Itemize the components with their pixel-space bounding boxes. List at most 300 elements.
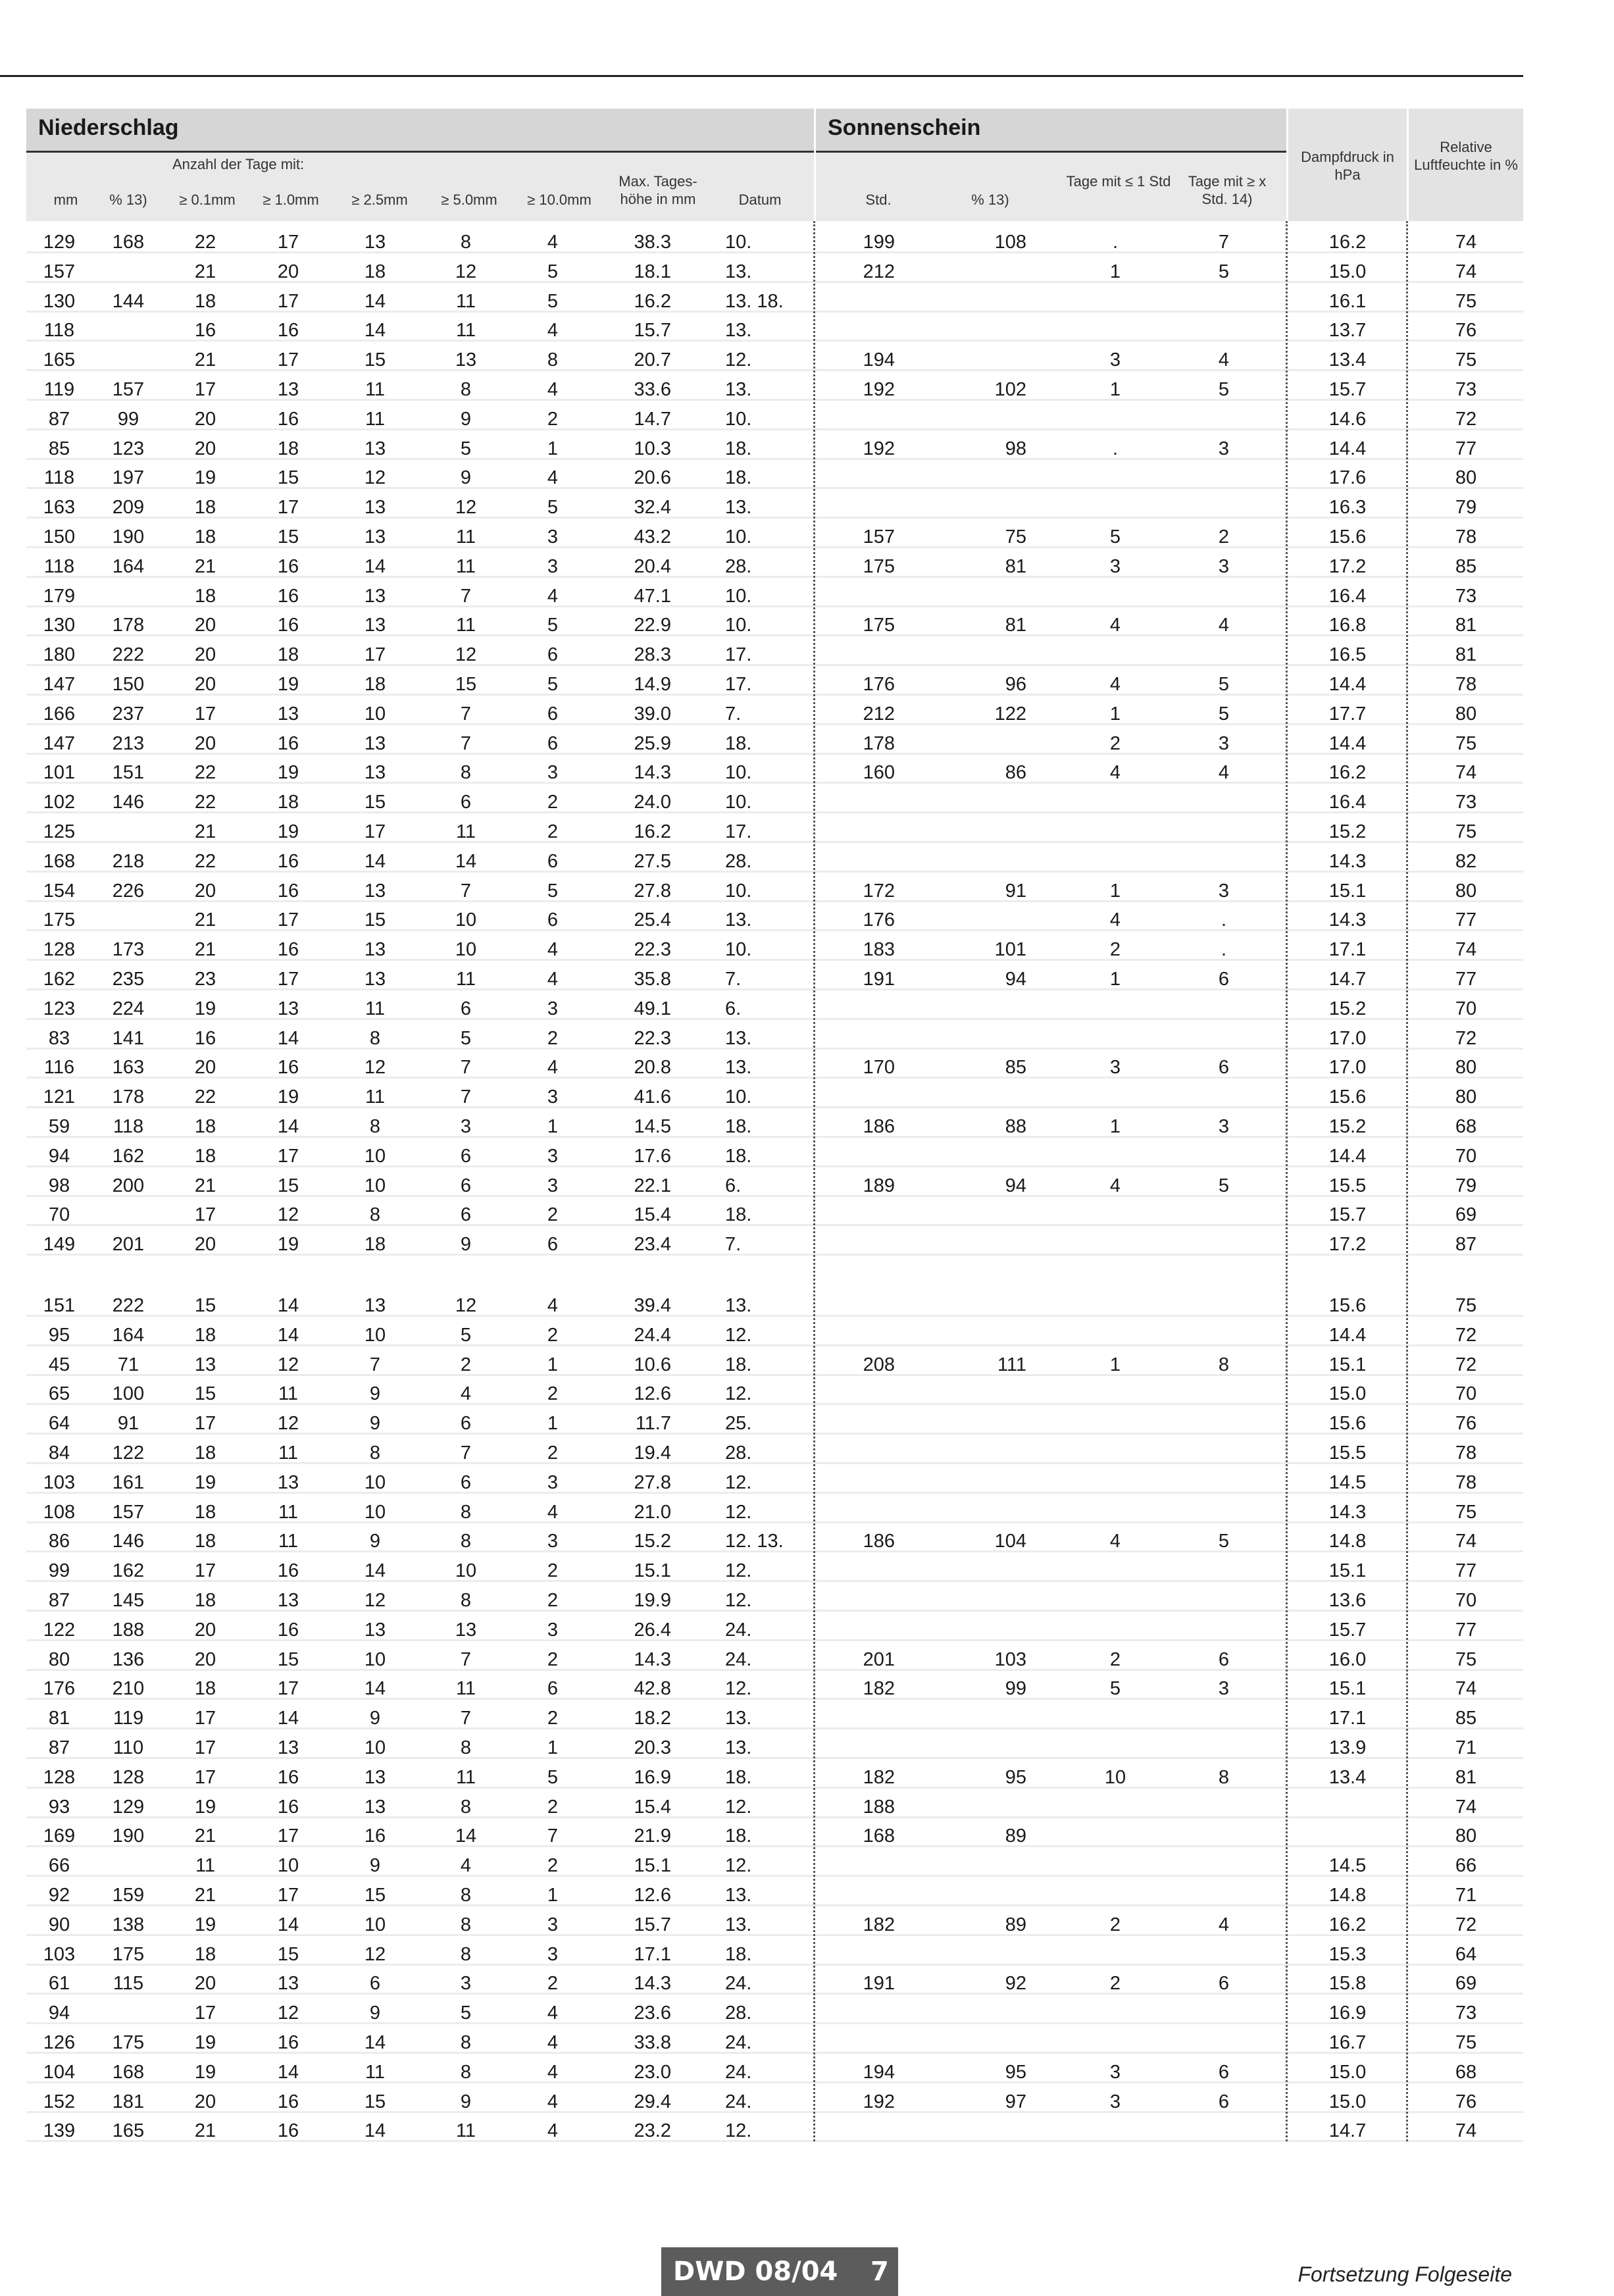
table-cell: 21: [194, 261, 216, 282]
table-cell: 68: [1455, 1116, 1477, 1137]
table-cell: 14.5: [1328, 1471, 1367, 1493]
table-cell: 24.0: [634, 792, 671, 813]
table-cell: .: [1112, 438, 1119, 459]
table-cell: 95: [1005, 2061, 1026, 2083]
table-cell: [1191, 1940, 1257, 1969]
table-cell: 181: [112, 2091, 145, 2112]
table-cell: 13: [364, 232, 386, 253]
table-cell: 16.2: [1328, 762, 1367, 784]
table-cell: 89: [1005, 1825, 1026, 1847]
table-cell: 3: [1218, 1116, 1230, 1137]
table-cell: 19: [277, 1234, 299, 1256]
column-header: Max. Tages- höhe in mm: [618, 173, 697, 207]
table-cell: 74: [1455, 261, 1477, 282]
table-cell: 10.: [725, 762, 752, 784]
table-cell: 2: [547, 1648, 559, 1670]
table-cell: 17: [194, 1708, 216, 1729]
table-cell: 159: [112, 1885, 145, 1906]
table-cell: 85: [48, 438, 70, 459]
table-cell: 19: [194, 1471, 216, 1493]
table-cell: 3: [547, 1145, 559, 1167]
table-cell: 15.0: [1328, 261, 1367, 282]
table-cell: 4: [547, 969, 559, 990]
table-cell: 118: [43, 467, 75, 489]
table-cell: 19.4: [634, 1442, 671, 1464]
table-cell: 5: [547, 1766, 559, 1788]
column-header: % 13): [109, 191, 147, 208]
table-cell: 15.1: [1328, 1678, 1367, 1700]
table-cell: 15.4: [634, 1796, 671, 1818]
table-cell: [92, 817, 164, 846]
table-cell: 17: [277, 1678, 299, 1700]
table-cell: 19: [194, 1914, 216, 1935]
table-cell: 3: [460, 1973, 472, 1995]
table-cell: 6: [547, 703, 559, 725]
table-cell: 108: [43, 1501, 76, 1523]
table-cell: 92: [48, 1885, 70, 1906]
table-cell: 201: [112, 1234, 145, 1256]
table-cell: 157: [863, 526, 895, 548]
table-cell: 20.3: [634, 1737, 671, 1758]
table-cell: 21: [194, 555, 216, 577]
table-cell: 25.4: [634, 909, 671, 931]
table-cell: 19: [277, 1086, 299, 1108]
table-cell: 18.2: [634, 1708, 671, 1729]
table-cell: 23.4: [634, 1234, 671, 1256]
table-cell: 2: [547, 1560, 559, 1582]
niederschlag-band: [26, 109, 814, 151]
table-cell: 96: [1005, 674, 1026, 695]
table-cell: 6: [460, 998, 472, 1019]
table-cell: 165: [43, 349, 76, 371]
table-cell: 5: [547, 674, 559, 695]
table-cell: 20: [194, 615, 216, 636]
table-cell: [849, 1999, 895, 2028]
table-cell: [92, 582, 164, 611]
table-cell: 18.: [725, 1766, 752, 1788]
table-cell: [967, 1321, 1026, 1350]
page-number: 7: [870, 2257, 889, 2287]
table-cell: 6: [547, 1234, 559, 1256]
table-cell: 6: [1218, 2091, 1230, 2112]
table-cell: [967, 906, 1026, 934]
table-cell: 168: [43, 850, 76, 872]
table-cell: 103: [43, 1471, 76, 1493]
table-cell: 1: [1109, 1116, 1121, 1137]
table-cell: 15.7: [1328, 1204, 1367, 1226]
table-cell: [967, 287, 1026, 316]
table-cell: 92: [1005, 1973, 1026, 1995]
table-cell: [1291, 1822, 1404, 1850]
table-cell: 15: [194, 1295, 216, 1316]
table-cell: 16.7: [1328, 2032, 1367, 2053]
table-cell: 75: [1005, 526, 1026, 548]
table-cell: 10: [277, 1855, 299, 1877]
table-cell: 173: [112, 939, 145, 961]
table-cell: 13: [277, 998, 299, 1019]
table-cell: 16: [277, 1057, 299, 1079]
table-cell: [1079, 640, 1151, 669]
table-cell: 5: [547, 290, 559, 312]
table-cell: 179: [43, 585, 76, 607]
table-cell: 15.1: [634, 1855, 671, 1877]
table-cell: [1079, 1291, 1151, 1320]
table-cell: [849, 1468, 895, 1497]
table-cell: [849, 405, 895, 434]
table-cell: 13: [277, 1737, 299, 1758]
table-cell: 4: [1109, 674, 1121, 695]
table-cell: 75: [1455, 732, 1477, 754]
table-cell: 209: [112, 497, 145, 519]
table-cell: 32.4: [634, 497, 671, 519]
table-cell: 10: [364, 1175, 386, 1196]
table-cell: 2: [460, 1354, 472, 1375]
table-cell: 20: [194, 674, 216, 695]
table-cell: 3: [1109, 2061, 1121, 2083]
table-cell: 5: [460, 1027, 472, 1049]
table-cell: 24.: [725, 2091, 752, 2112]
table-cell: 18.: [725, 1943, 752, 1965]
table-cell: [967, 2028, 1026, 2057]
table-cell: 151: [112, 762, 145, 784]
table-cell: 2: [547, 1324, 559, 1346]
table-cell: 2: [1109, 1914, 1121, 1935]
table-cell: 17.0: [1328, 1027, 1367, 1049]
table-cell: 6: [460, 1204, 472, 1226]
table-cell: [1079, 1200, 1151, 1229]
table-cell: 10: [1104, 1766, 1126, 1788]
table-cell: 22.3: [634, 1027, 671, 1049]
table-cell: 74: [1455, 762, 1477, 784]
table-cell: 8: [460, 379, 472, 400]
table-cell: [1079, 847, 1151, 876]
table-cell: 38.3: [634, 232, 671, 253]
table-cell: 18: [194, 1442, 216, 1464]
table-cell: 93: [48, 1796, 70, 1818]
table-cell: 18: [194, 585, 216, 607]
table-cell: 12: [364, 1590, 386, 1611]
table-cell: [1191, 1409, 1257, 1438]
table-cell: [1191, 1616, 1257, 1645]
table-cell: 39.0: [634, 703, 671, 725]
table-cell: 16: [277, 320, 299, 342]
table-cell: 17.2: [1328, 1234, 1367, 1256]
table-cell: 7: [547, 1825, 559, 1847]
table-cell: 6.: [725, 1175, 742, 1196]
table-cell: 8: [460, 2032, 472, 2053]
table-cell: 18: [364, 674, 386, 695]
table-cell: 8: [1218, 1354, 1230, 1375]
table-cell: 12.6: [634, 1885, 671, 1906]
table-cell: 5: [1218, 1531, 1230, 1552]
table-cell: 28.: [725, 850, 752, 872]
table-cell: 75: [1455, 290, 1477, 312]
table-cell: 5: [1109, 1678, 1121, 1700]
table-cell: 4: [547, 2120, 559, 2142]
table-cell: 13: [277, 1471, 299, 1493]
table-cell: 17: [194, 1766, 216, 1788]
table-cell: 11: [278, 1383, 299, 1405]
anzahl-tage-label: Anzahl der Tage mit:: [172, 156, 305, 172]
table-cell: 12: [455, 1295, 477, 1316]
table-cell: 15: [364, 792, 386, 813]
table-cell: 237: [112, 703, 145, 725]
table-cell: 74: [1455, 1796, 1477, 1818]
top-rule: [0, 75, 1523, 77]
table-cell: [1191, 817, 1257, 846]
table-cell: 11.7: [635, 1413, 671, 1435]
table-cell: 73: [1455, 2003, 1477, 2024]
table-cell: 9: [369, 2003, 381, 2024]
table-cell: 81: [1005, 555, 1026, 577]
table-cell: [967, 1468, 1026, 1497]
table-cell: 87: [48, 1590, 70, 1611]
table-cell: [849, 1379, 895, 1408]
table-cell: [849, 1704, 895, 1733]
table-cell: 15.7: [1328, 1619, 1367, 1641]
table-cell: 70: [1455, 1145, 1477, 1167]
table-cell: 3: [547, 526, 559, 548]
table-cell: 3: [1109, 2091, 1121, 2112]
table-cell: [1191, 1230, 1257, 1259]
table-cell: 15: [277, 1648, 299, 1670]
sonnenschein-line: [816, 151, 1286, 153]
table-cell: 18: [277, 792, 299, 813]
table-cell: 3: [547, 1175, 559, 1196]
table-cell: [1191, 847, 1257, 876]
table-cell: 3: [1218, 555, 1230, 577]
table-cell: 11: [455, 555, 476, 577]
table-cell: 6: [1218, 969, 1230, 990]
table-cell: 11: [278, 1442, 299, 1464]
table-cell: 1: [547, 1737, 559, 1758]
table-cell: 128: [43, 939, 76, 961]
table-cell: 4: [547, 232, 559, 253]
table-cell: 35.8: [634, 969, 671, 990]
table-cell: 17: [277, 1885, 299, 1906]
table-cell: 19: [277, 674, 299, 695]
table-cell: 8: [460, 1531, 472, 1552]
table-cell: 23.0: [634, 2061, 671, 2083]
table-cell: 200: [112, 1175, 145, 1196]
continuation-note: Fortsetzung Folgeseite: [1298, 2262, 1512, 2286]
table-cell: 1: [1109, 880, 1121, 902]
table-cell: [849, 316, 895, 345]
table-cell: [849, 2116, 895, 2145]
table-cell: 74: [1455, 1678, 1477, 1700]
table-cell: 11: [455, 2120, 476, 2142]
table-cell: 4: [1218, 349, 1230, 371]
table-cell: 94: [48, 2003, 70, 2024]
table-cell: [92, 316, 164, 345]
table-cell: 16: [277, 615, 299, 636]
table-cell: 13.: [725, 1885, 752, 1906]
table-cell: [967, 1881, 1026, 1910]
table-cell: [849, 1616, 895, 1645]
table-cell: 25.: [725, 1413, 752, 1435]
table-cell: 76: [1455, 1413, 1477, 1435]
table-cell: [92, 906, 164, 934]
table-cell: 104: [43, 2061, 76, 2083]
table-cell: 24.: [725, 2032, 752, 2053]
table-cell: 16: [194, 1027, 216, 1049]
table-cell: 18.: [725, 1825, 752, 1847]
table-cell: 186: [863, 1116, 895, 1137]
table-cell: 19: [194, 2061, 216, 2083]
table-cell: 75: [1455, 1295, 1477, 1316]
table-cell: [849, 1851, 895, 1880]
table-cell: 8: [460, 232, 472, 253]
table-cell: 11: [365, 2061, 386, 2083]
table-cell: 7: [1218, 232, 1230, 253]
table-cell: 16: [277, 1619, 299, 1641]
table-cell: [1079, 994, 1151, 1023]
table-cell: [849, 493, 895, 522]
table-cell: 8: [460, 2061, 472, 2083]
table-cell: 1: [547, 1116, 559, 1137]
table-cell: 9: [460, 1234, 472, 1256]
table-cell: 2: [547, 1796, 559, 1818]
table-cell: 27.8: [634, 880, 671, 902]
table-cell: 64: [48, 1413, 70, 1435]
table-cell: 176: [863, 674, 895, 695]
table-cell: 75: [1455, 349, 1477, 371]
table-cell: 20.8: [634, 1057, 671, 1079]
table-cell: 11: [365, 408, 386, 430]
table-cell: 190: [112, 1825, 145, 1847]
table-cell: [849, 1881, 895, 1910]
table-cell: 4: [547, 379, 559, 400]
table-cell: [1079, 1142, 1151, 1171]
table-cell: 16.1: [1328, 290, 1367, 312]
table-cell: 94: [48, 1145, 70, 1167]
table-cell: 75: [1455, 821, 1477, 842]
table-cell: 94: [1005, 969, 1026, 990]
table-cell: 14: [277, 2061, 299, 2083]
table-cell: 10.: [725, 232, 752, 253]
table-cell: 28.3: [634, 644, 671, 666]
table-cell: 80: [1455, 1825, 1477, 1847]
niederschlag-title: Niederschlag: [38, 115, 179, 140]
table-cell: 128: [112, 1766, 145, 1788]
table-cell: 18: [194, 1678, 216, 1700]
table-cell: 74: [1455, 2120, 1477, 2142]
table-cell: 4: [1109, 615, 1121, 636]
table-cell: 4: [547, 320, 559, 342]
table-cell: 17.7: [1328, 703, 1367, 725]
table-cell: [1079, 463, 1151, 492]
table-cell: 3: [547, 998, 559, 1019]
table-cell: 12.: [725, 1590, 752, 1611]
table-cell: 15.6: [1328, 1086, 1367, 1108]
table-cell: 76: [1455, 2091, 1477, 2112]
table-cell: [849, 582, 895, 611]
table-cell: 119: [113, 1708, 144, 1729]
table-cell: [967, 1142, 1026, 1171]
column-header: ≥ 1.0mm: [263, 191, 319, 208]
table-cell: [967, 994, 1026, 1023]
sonnenschein-band: [816, 109, 1286, 151]
table-cell: 9: [369, 1413, 381, 1435]
table-cell: [967, 1586, 1026, 1615]
table-cell: 14.3: [634, 762, 671, 784]
table-cell: 18: [194, 1943, 216, 1965]
table-cell: 7.: [725, 969, 742, 990]
table-cell: [967, 788, 1026, 817]
table-cell: 8: [460, 1885, 472, 1906]
table-cell: 183: [863, 939, 895, 961]
table-cell: [1079, 287, 1151, 316]
table-cell: 8: [460, 1590, 472, 1611]
table-cell: 162: [112, 1145, 145, 1167]
table-cell: 18: [194, 1116, 216, 1137]
table-cell: 16.9: [1328, 2003, 1367, 2024]
table-cell: [1191, 1822, 1257, 1850]
table-cell: 95: [1005, 1766, 1026, 1788]
table-cell: 22: [194, 850, 216, 872]
table-cell: 12: [277, 1354, 299, 1375]
table-cell: 16.2: [634, 821, 671, 842]
table-cell: [1191, 788, 1257, 817]
table-cell: [967, 1999, 1026, 2028]
table-cell: 147: [43, 732, 76, 754]
table-cell: 16.5: [1328, 644, 1367, 666]
table-cell: 122: [43, 1619, 76, 1641]
table-cell: 14: [277, 1027, 299, 1049]
table-cell: 11: [365, 998, 386, 1019]
table-cell: 16: [277, 732, 299, 754]
table-cell: 15.7: [634, 1914, 671, 1935]
table-cell: 17.: [725, 644, 752, 666]
table-cell: 59: [48, 1116, 70, 1137]
table-cell: 14: [364, 2032, 386, 2053]
column-header: Tage mit ≤ 1 Std: [1066, 173, 1171, 190]
table-cell: [1191, 405, 1257, 434]
table-cell: 6: [547, 850, 559, 872]
table-cell: [1191, 1851, 1257, 1880]
table-cell: [1079, 405, 1151, 434]
table-cell: 194: [863, 2061, 895, 2083]
table-cell: [92, 257, 164, 286]
table-cell: 11: [455, 526, 476, 548]
table-cell: 20: [194, 1057, 216, 1079]
table-cell: 77: [1455, 1619, 1477, 1641]
table-cell: 17: [194, 2003, 216, 2024]
table-cell: [1079, 1616, 1151, 1645]
table-cell: 13.6: [1328, 1590, 1367, 1611]
table-cell: 4: [547, 2091, 559, 2112]
column-header: Datum: [738, 191, 782, 208]
table-cell: 164: [112, 1324, 145, 1346]
table-cell: 4: [547, 1057, 559, 1079]
table-cell: 13: [364, 1619, 386, 1641]
table-cell: 15: [277, 1175, 299, 1196]
table-cell: 111: [997, 1354, 1026, 1375]
table-cell: 11: [278, 1501, 299, 1523]
column-header: ≥ 0.1mm: [179, 191, 236, 208]
table-cell: [1191, 1881, 1257, 1910]
table-cell: 8: [460, 1737, 472, 1758]
table-cell: 11: [455, 969, 476, 990]
table-cell: [1079, 817, 1151, 846]
divider-dampfdruck: [1286, 221, 1288, 2141]
table-cell: 77: [1455, 438, 1477, 459]
table-cell: 168: [112, 232, 145, 253]
table-cell: 13.: [725, 1914, 752, 1935]
table-cell: 3: [1109, 349, 1121, 371]
table-cell: [967, 640, 1026, 669]
table-cell: 80: [48, 1648, 70, 1670]
